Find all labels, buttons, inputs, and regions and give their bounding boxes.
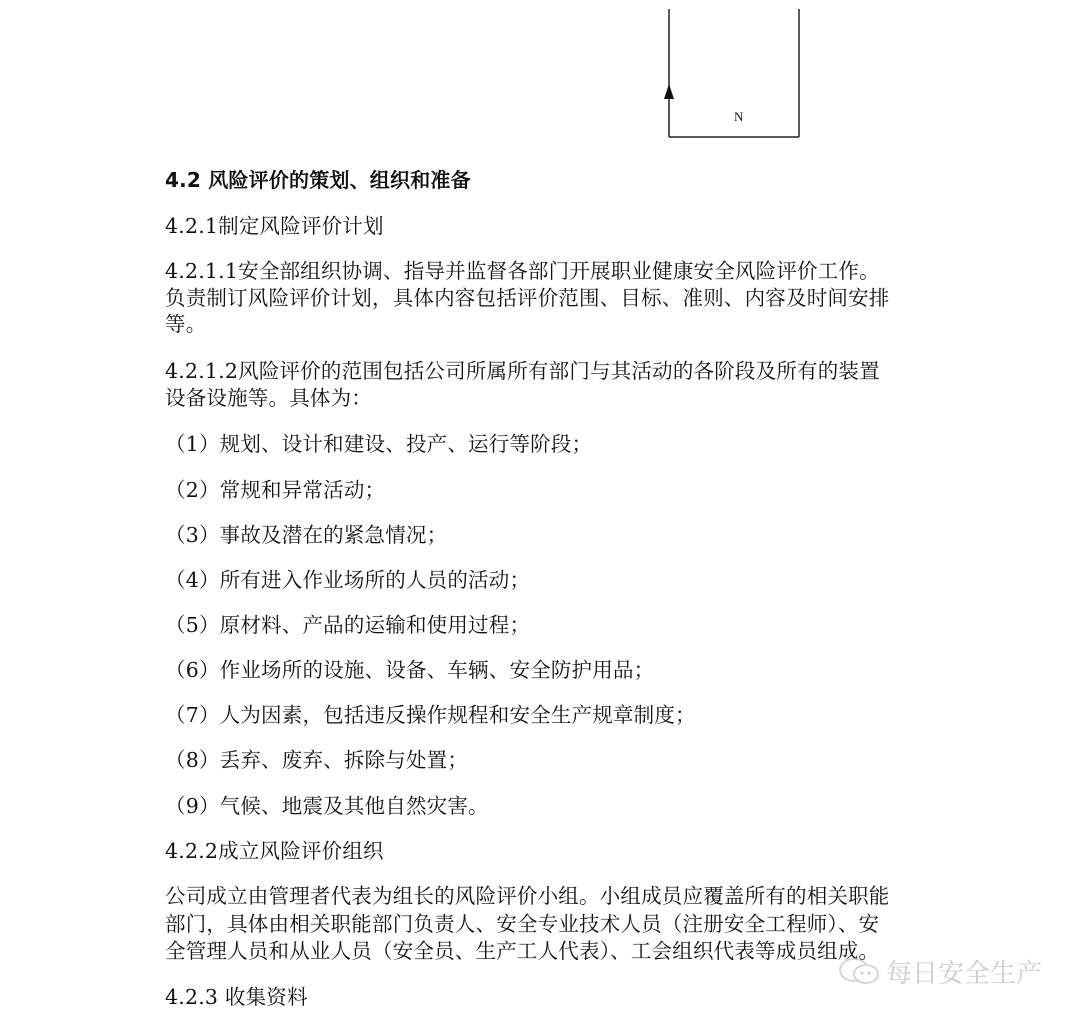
paragraph-line: 全管理人员和从业人员（安全员、生产工人代表）、工会组织代表等成员组成。 xyxy=(165,939,880,963)
list-item: （1）规划、设计和建设、投产、运行等阶段； xyxy=(165,432,593,456)
subsection-title: 4.2.1制定风险评价计划 xyxy=(165,214,384,238)
arrow-up-icon xyxy=(664,84,674,99)
section-heading: 4.2 风险评价的策划、组织和准备 xyxy=(165,168,471,192)
paragraph-line: 负责制订风险评价计划，具体内容包括评价范围、目标、准则、内容及时间安排 xyxy=(165,286,890,310)
list-item: （4）所有进入作业场所的人员的活动； xyxy=(165,568,531,592)
paragraph-line: 等。 xyxy=(165,312,207,336)
subsection-title: 4.2.2成立风险评价组织 xyxy=(165,839,384,863)
wechat-icon xyxy=(838,957,882,987)
list-item: （2）常规和异常活动； xyxy=(165,478,386,502)
list-item: （5）原材料、产品的运输和使用过程； xyxy=(165,613,531,637)
list-item: （6）作业场所的设施、设备、车辆、安全防护用品； xyxy=(165,658,655,682)
diagram-label: N xyxy=(734,109,744,124)
paragraph-line: 公司成立由管理者代表为组长的风险评价小组。小组成员应覆盖所有的相关职能 xyxy=(165,884,890,908)
paragraph-line: 4.2.1.1安全部组织协调、指导并监督各部门开展职业健康安全风险评价工作。 xyxy=(165,259,880,283)
watermark xyxy=(838,953,1042,990)
paragraph-line: 设备设施等。具体为： xyxy=(165,386,372,410)
list-item: （3）事故及潜在的紧急情况； xyxy=(165,523,448,547)
watermark-text: 每日安全生产 xyxy=(886,959,1043,989)
list-item: （8）丢弃、废弃、拆除与处置； xyxy=(165,748,469,772)
paragraph-line: 4.2.1.2风险评价的范围包括公司所属所有部门与其活动的各阶段及所有的装置 xyxy=(165,359,880,383)
list-item: （7）人为因素，包括违反操作规程和安全生产规章制度； xyxy=(165,703,696,727)
subsection-title: 4.2.3 收集资料 xyxy=(165,985,308,1009)
list-item: （9）气候、地震及其他自然灾害。 xyxy=(165,794,489,818)
paragraph-line: 部门，具体由相关职能部门负责人、安全专业技术人员（注册安全工程师）、安 xyxy=(165,912,880,936)
